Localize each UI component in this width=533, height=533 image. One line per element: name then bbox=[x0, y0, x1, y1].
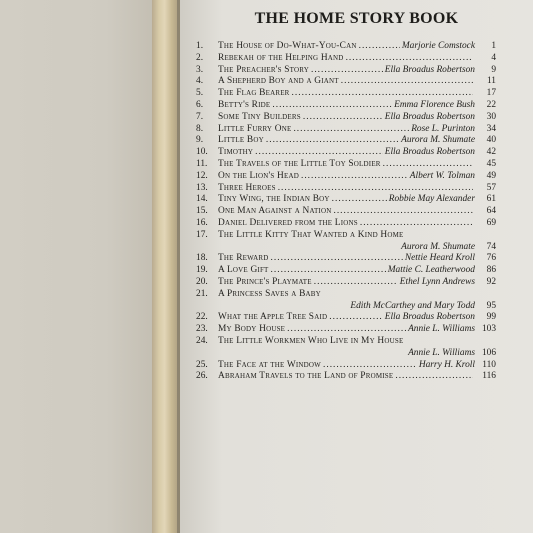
toc-entry-line bbox=[196, 112, 496, 124]
toc-entry bbox=[196, 371, 496, 383]
toc-entry-leader bbox=[278, 183, 473, 195]
toc-entry-number: 12. bbox=[196, 170, 208, 181]
toc-entry bbox=[196, 336, 496, 360]
toc-entry-number: 8. bbox=[196, 123, 204, 134]
toc-entry-number: 5. bbox=[196, 88, 204, 99]
toc-entry-leader bbox=[292, 88, 473, 100]
toc-entry-line bbox=[196, 135, 496, 147]
toc-entry-line bbox=[196, 265, 496, 277]
toc-entry bbox=[196, 124, 496, 136]
toc-entry-title: What the Apple Tree Said bbox=[218, 312, 328, 323]
toc-entry-author: Rose L. Purinton bbox=[411, 123, 475, 134]
toc-entry-leader bbox=[301, 171, 408, 183]
toc-entry-page: 4 bbox=[491, 52, 496, 63]
toc-entry-leader bbox=[323, 360, 417, 372]
toc-entry bbox=[196, 230, 496, 254]
toc-entry-number: 10. bbox=[196, 147, 208, 158]
left-page bbox=[0, 0, 152, 533]
toc-entry-page: 92 bbox=[486, 276, 496, 287]
toc-entry-line bbox=[196, 183, 496, 195]
toc-entry-page: 74 bbox=[486, 241, 496, 252]
toc-entry-leader bbox=[293, 124, 409, 136]
toc-entry bbox=[196, 135, 496, 147]
toc-entry-author: Harry H. Kroll bbox=[418, 359, 475, 370]
toc-entry-leader bbox=[395, 371, 473, 383]
toc-entry-author: Marjorie Comstock bbox=[401, 41, 475, 51]
toc-entry-author: Ella Broadus Robertson bbox=[384, 312, 475, 323]
toc-entry-number: 20. bbox=[196, 276, 208, 287]
toc-entry-leader bbox=[332, 194, 387, 206]
toc-entry-line bbox=[196, 194, 496, 206]
toc-entry-page: 64 bbox=[486, 206, 496, 217]
toc-entry-number: 25. bbox=[196, 359, 208, 370]
toc-entry-line bbox=[196, 159, 496, 171]
toc-entry-title: The Flag Bearer bbox=[218, 88, 290, 99]
toc-entry bbox=[196, 194, 496, 206]
toc-entry-title: Rebekah of the Helping Hand bbox=[218, 52, 344, 63]
toc-entry-line bbox=[196, 124, 496, 136]
toc-entry-page: 40 bbox=[486, 135, 496, 146]
toc-entry-leader bbox=[271, 265, 386, 277]
toc-entry-page: 95 bbox=[486, 300, 496, 311]
toc-entry bbox=[196, 360, 496, 372]
toc-entry-author: Edith McCarthey and Mary Todd bbox=[350, 300, 475, 311]
toc-entry-line bbox=[196, 88, 496, 100]
toc-entry-line bbox=[196, 53, 496, 65]
toc-entry-leader bbox=[266, 135, 399, 147]
toc-entry-author: Emma Florence Bush bbox=[394, 99, 475, 110]
toc-entry bbox=[196, 253, 496, 265]
toc-entry-title: A Shepherd Boy and a Giant bbox=[218, 76, 339, 87]
toc-entry-line bbox=[196, 218, 496, 230]
toc-entry bbox=[196, 289, 496, 313]
toc-entry-line bbox=[196, 230, 496, 242]
toc-entry-number: 23. bbox=[196, 324, 208, 335]
toc-entry-number: 4. bbox=[196, 76, 204, 87]
toc-entry-title: Three Heroes bbox=[218, 182, 276, 193]
toc-entry-number: 1. bbox=[196, 41, 204, 51]
book-spine bbox=[152, 0, 180, 533]
toc-entry-page: 22 bbox=[486, 99, 496, 110]
toc-entry-page: 34 bbox=[486, 123, 496, 134]
toc-entry-title: The Face at the Window bbox=[218, 359, 321, 370]
toc-entry-line bbox=[196, 41, 496, 53]
toc-entry-line bbox=[196, 147, 496, 159]
toc-entry-line bbox=[196, 65, 496, 77]
toc-entry-title: Little Furry One bbox=[218, 123, 292, 134]
toc-entry-line bbox=[196, 301, 496, 313]
toc-entry-leader bbox=[271, 253, 403, 265]
toc-entry-page: 103 bbox=[481, 324, 496, 335]
toc-entry-title: The Little Kitty That Wanted a Kind Home bbox=[218, 229, 404, 240]
toc-entry-line bbox=[196, 324, 496, 336]
toc-entry-leader bbox=[287, 324, 406, 336]
toc-entry-page: 30 bbox=[486, 111, 496, 122]
toc-entry-leader bbox=[329, 312, 382, 324]
toc-entry-page: 49 bbox=[486, 170, 496, 181]
toc-entry-author: Aurora M. Shumate bbox=[401, 135, 475, 146]
toc-entry-title: A Princess Saves a Baby bbox=[218, 288, 321, 299]
toc-entry-number: 24. bbox=[196, 335, 208, 346]
toc-entry-leader bbox=[359, 41, 400, 53]
toc-entry-title: The House of Do-What-You-Can bbox=[218, 41, 357, 51]
toc-entry-page: 57 bbox=[486, 182, 496, 193]
toc-entry-author: Ella Broadus Robertson bbox=[384, 147, 475, 158]
toc-entry-author: Albert W. Tolman bbox=[409, 170, 475, 181]
toc-entry-leader bbox=[303, 112, 383, 124]
toc-entry bbox=[196, 53, 496, 65]
toc-entry bbox=[196, 277, 496, 289]
toc-entry-page: 76 bbox=[486, 253, 496, 264]
toc-entry-number: 17. bbox=[196, 229, 208, 240]
toc-entry-title: The Little Workmen Who Live in My House bbox=[218, 335, 404, 346]
toc-entry-page: 9 bbox=[491, 64, 496, 75]
toc-entry-title: Tiny Wing, the Indian Boy bbox=[218, 194, 330, 205]
toc-entry-page: 110 bbox=[482, 359, 496, 370]
toc-entry-number: 15. bbox=[196, 206, 208, 217]
toc-entry-author: Annie L. Williams bbox=[408, 324, 475, 335]
toc-entry-number: 3. bbox=[196, 64, 204, 75]
toc-entry-number: 7. bbox=[196, 111, 204, 122]
toc-entry-page: 116 bbox=[482, 371, 496, 382]
toc-entry bbox=[196, 206, 496, 218]
toc-entry-page: 99 bbox=[486, 312, 496, 323]
toc-entry-title: Abraham Travels to the Land of Promise bbox=[218, 371, 394, 382]
toc-entry-page: 106 bbox=[481, 347, 496, 358]
toc-entry-line bbox=[196, 171, 496, 183]
toc-entry-title: Little Boy bbox=[218, 135, 264, 146]
toc-entry-author: Robbie May Alexander bbox=[388, 194, 475, 205]
toc-entry-title: Timothy bbox=[218, 147, 254, 158]
toc-entry-number: 19. bbox=[196, 265, 208, 276]
toc-entry-page: 11 bbox=[486, 76, 496, 87]
toc-entry-leader bbox=[272, 100, 392, 112]
toc-entry-number: 6. bbox=[196, 99, 204, 110]
toc-entry-page: 1 bbox=[491, 41, 496, 51]
toc-entry bbox=[196, 312, 496, 324]
toc-entry-author: Mattie C. Leatherwood bbox=[387, 265, 475, 276]
table-of-contents bbox=[196, 41, 496, 383]
toc-entry-number: 22. bbox=[196, 312, 208, 323]
toc-entry-title: The Travels of the Little Toy Soldier bbox=[218, 158, 381, 169]
toc-entry-line bbox=[196, 348, 496, 360]
toc-entry-author: Nettie Heard Kroll bbox=[404, 253, 475, 264]
toc-entry-title: The Prince's Playmate bbox=[218, 276, 312, 287]
toc-entry bbox=[196, 218, 496, 230]
toc-entry-title: The Reward bbox=[218, 253, 269, 264]
toc-entry-line bbox=[196, 360, 496, 372]
book-title: THE HOME STORY BOOK bbox=[254, 10, 459, 27]
toc-entry-leader bbox=[314, 277, 398, 289]
toc-entry-leader bbox=[360, 218, 473, 230]
toc-entry-line bbox=[196, 100, 496, 112]
toc-entry-title: One Man Against a Nation bbox=[218, 206, 332, 217]
toc-entry-leader bbox=[383, 159, 473, 171]
toc-entry bbox=[196, 147, 496, 159]
toc-entry bbox=[196, 65, 496, 77]
toc-entry-number: 21. bbox=[196, 288, 208, 299]
toc-entry bbox=[196, 159, 496, 171]
toc-entry-line bbox=[196, 312, 496, 324]
toc-entry-leader bbox=[341, 76, 473, 88]
toc-entry-page: 45 bbox=[486, 158, 496, 169]
toc-entry-title: On the Lion's Head bbox=[218, 170, 299, 181]
toc-entry-page: 17 bbox=[486, 88, 496, 99]
toc-entry-leader bbox=[346, 53, 473, 65]
toc-entry-line bbox=[196, 206, 496, 218]
toc-entry-page: 69 bbox=[486, 217, 496, 228]
toc-entry-author: Annie L. Williams bbox=[408, 347, 475, 358]
toc-entry-author: Ella Broadus Robertson bbox=[384, 64, 475, 75]
toc-entry-page: 42 bbox=[486, 147, 496, 158]
toc-entry-title: The Preacher's Story bbox=[218, 64, 309, 75]
toc-entry-line bbox=[196, 277, 496, 289]
toc-entry-title: A Love Gift bbox=[218, 265, 269, 276]
toc-entry-author: Aurora M. Shumate bbox=[401, 241, 475, 252]
toc-entry bbox=[196, 183, 496, 195]
toc-entry bbox=[196, 100, 496, 112]
toc-entry bbox=[196, 88, 496, 100]
toc-entry-title: My Body House bbox=[218, 324, 286, 335]
toc-entry-line bbox=[196, 336, 496, 348]
toc-entry-page: 61 bbox=[486, 194, 496, 205]
toc-entry-leader bbox=[333, 206, 473, 218]
toc-entry-line bbox=[196, 242, 496, 254]
toc-entry-line bbox=[196, 253, 496, 265]
toc-entry-number: 26. bbox=[196, 371, 208, 382]
toc-entry-leader bbox=[311, 65, 383, 77]
toc-entry-line bbox=[196, 76, 496, 88]
toc-entry bbox=[196, 324, 496, 336]
toc-entry-page: 86 bbox=[486, 265, 496, 276]
toc-entry-title: Some Tiny Builders bbox=[218, 111, 301, 122]
toc-entry bbox=[196, 76, 496, 88]
toc-entry-number: 14. bbox=[196, 194, 208, 205]
toc-entry-number: 9. bbox=[196, 135, 204, 146]
toc-entry-author: Ethel Lynn Andrews bbox=[399, 276, 475, 287]
toc-entry-leader bbox=[255, 147, 383, 159]
toc-entry-number: 18. bbox=[196, 253, 208, 264]
toc-entry-number: 16. bbox=[196, 217, 208, 228]
toc-entry-number: 2. bbox=[196, 52, 204, 63]
toc-entry-line bbox=[196, 371, 496, 383]
toc-entry-number: 13. bbox=[196, 182, 208, 193]
toc-entry-author: Ella Broadus Robertson bbox=[384, 111, 475, 122]
toc-entry-number: 11. bbox=[196, 158, 208, 169]
toc-entry-title: Daniel Delivered from the Lions bbox=[218, 217, 358, 228]
toc-entry-line bbox=[196, 289, 496, 301]
toc-entry bbox=[196, 112, 496, 124]
toc-entry bbox=[196, 265, 496, 277]
toc-entry bbox=[196, 41, 496, 53]
toc-entry bbox=[196, 171, 496, 183]
toc-entry-title: Betty's Ride bbox=[218, 99, 271, 110]
